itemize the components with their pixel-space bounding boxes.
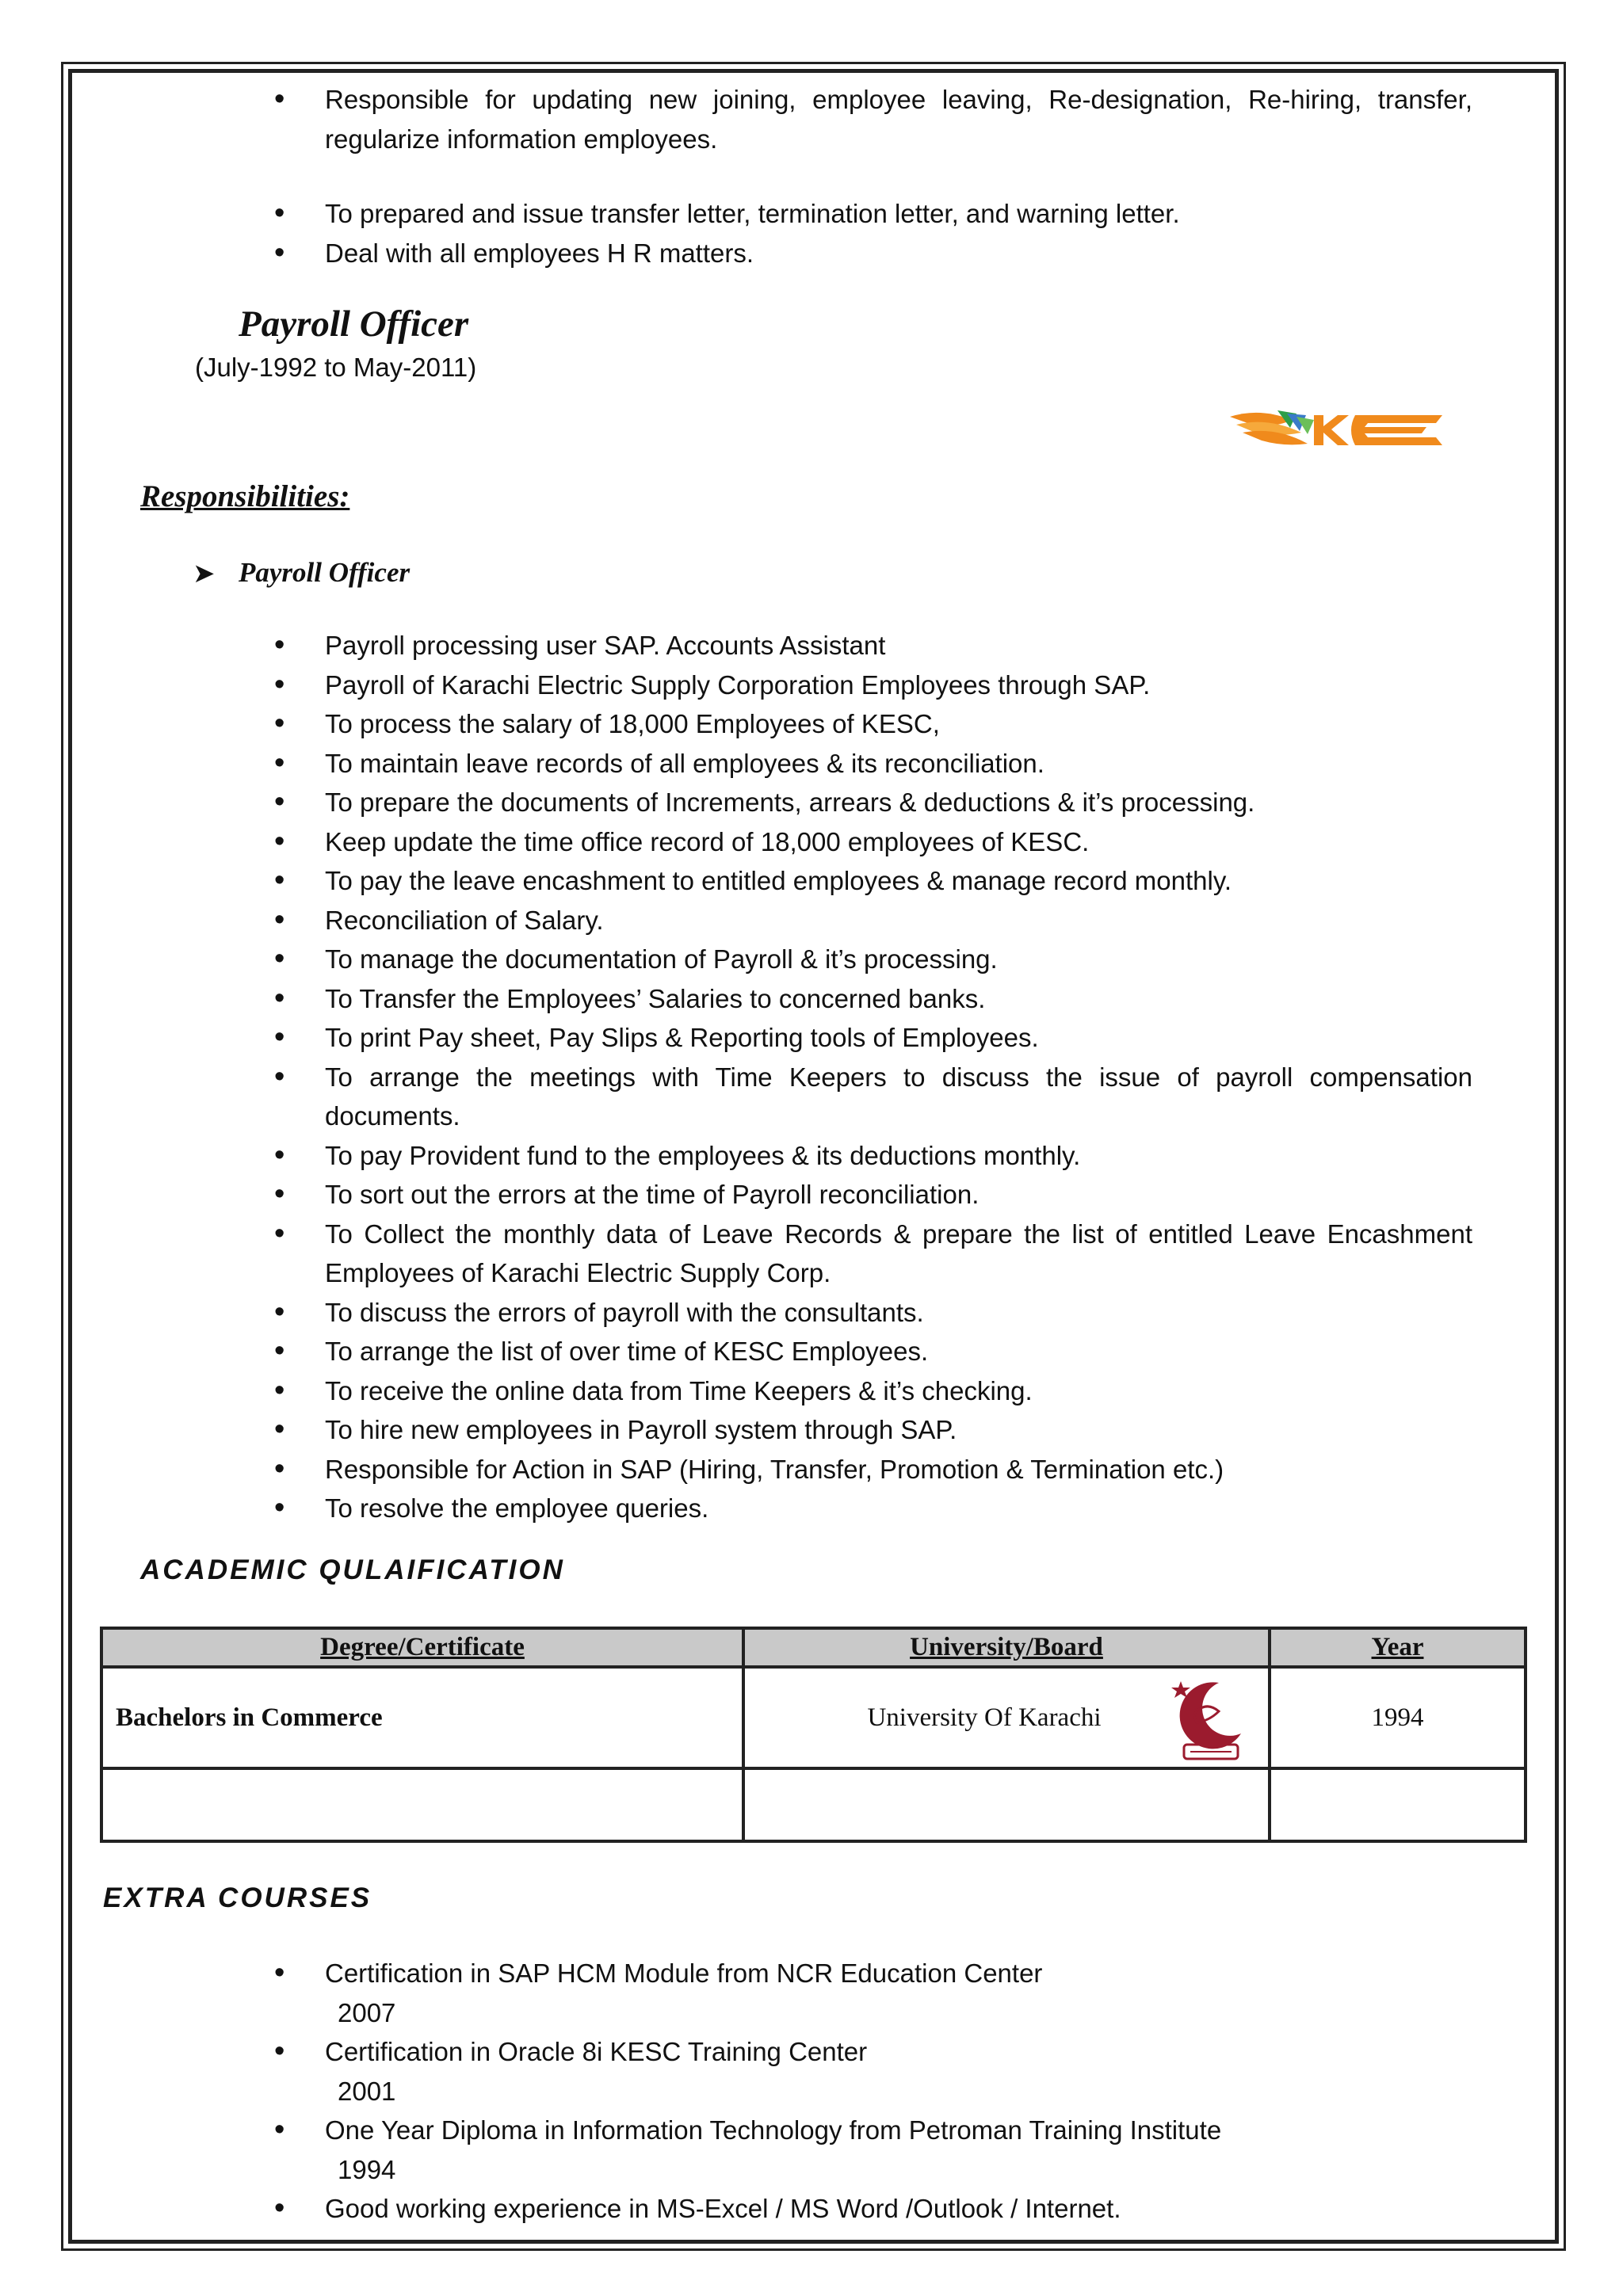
academic-table — [100, 1627, 1527, 1843]
academic-heading: ACADEMIC QULAIFICATION — [140, 1554, 565, 1585]
list-item: • To process the salary of 18,000 Employees of KESC, — [274, 704, 1472, 744]
extra-courses-list — [274, 1954, 1472, 2229]
list-item: • To arrange the meetings with Time Keepers to discuss the issue of payroll compensation documents. — [274, 1058, 1472, 1136]
ke-logo — [1228, 406, 1450, 455]
responsibilities-heading: Responsibilities: — [140, 479, 350, 513]
list-item: • To pay Provident fund to the employees & its deductions monthly. — [274, 1136, 1472, 1176]
column-header-degree: Degree/Certificate — [101, 1628, 743, 1667]
column-header-year: Year — [1270, 1628, 1526, 1667]
list-item: • To prepared and issue transfer letter, termination letter, and warning letter. — [274, 194, 1472, 234]
list-item: • To Transfer the Employees’ Salaries to concerned banks. — [274, 979, 1472, 1019]
arrow-bullet-icon: ➤ — [193, 559, 216, 589]
list-item: • Keep update the time office record of 18,000 employees of KESC. — [274, 822, 1472, 862]
list-item: • Payroll of Karachi Electric Supply Corporation Employees through SAP. — [274, 666, 1472, 705]
list-item: • To arrange the list of over time of KESC Employees. — [274, 1332, 1472, 1371]
list-item — [274, 1954, 1472, 2032]
column-header-university: University/Board — [743, 1628, 1270, 1667]
course-text: Certification in SAP HCM Module from NCR Education Center — [325, 1958, 1043, 1988]
list-item: • To receive the online data from Time Keepers & it’s checking. — [274, 1371, 1472, 1411]
list-item: • To Collect the monthly data of Leave Records & prepare the list of entitled Leave Encashment Employees of Karachi Electric Supply Corp. — [274, 1215, 1472, 1293]
list-item: • To print Pay sheet, Pay Slips & Reporting tools of Employees. — [274, 1018, 1472, 1058]
list-item: • To prepare the documents of Increments, arrears & deductions & it’s processing. — [274, 783, 1472, 822]
list-item: • Payroll processing user SAP. Accounts Assistant — [274, 626, 1472, 666]
course-year: 2001 — [338, 2076, 396, 2106]
course-text: One Year Diploma in Information Technology from Petroman Training Institute — [325, 2115, 1222, 2145]
table-row — [101, 1667, 1526, 1768]
responsibilities-list — [274, 626, 1472, 1528]
course-year: 2007 — [338, 1997, 396, 2027]
list-item: • To maintain leave records of all employees & its reconciliation. — [274, 744, 1472, 784]
list-item: • To resolve the employee queries. — [274, 1489, 1472, 1528]
list-item: • To pay the leave encashment to entitled employees & manage record monthly. — [274, 861, 1472, 901]
list-item — [274, 2111, 1472, 2189]
list-item: • Reconciliation of Salary. — [274, 901, 1472, 940]
list-item: • Responsible for Action in SAP (Hiring, Transfer, Promotion & Termination etc.) — [274, 1450, 1472, 1489]
course-text: Certification in Oracle 8i KESC Training Center — [325, 2037, 868, 2066]
list-item — [274, 2189, 1472, 2229]
list-item: • To discuss the errors of payroll with the consultants. — [274, 1293, 1472, 1333]
year-cell: 1994 — [1270, 1667, 1526, 1768]
job-period: (July-1992 to May-2011) — [195, 353, 477, 382]
list-item: • Responsible for updating new joining, employee leaving, Re-designation, Re-hiring, transfer, regularize information employees. — [274, 80, 1472, 158]
list-item: • To hire new employees in Payroll system through SAP. — [274, 1410, 1472, 1450]
degree-cell: Bachelors in Commerce — [101, 1667, 743, 1768]
list-item: • To sort out the errors at the time of Payroll reconciliation. — [274, 1175, 1472, 1215]
list-item: • To manage the documentation of Payroll & it’s processing. — [274, 940, 1472, 979]
course-year: 1994 — [338, 2154, 396, 2184]
empty-cell — [101, 1768, 743, 1841]
job-title: Payroll Officer — [239, 303, 469, 345]
responsibilities-subheading: Payroll Officer — [239, 557, 411, 588]
course-text: Good working experience in MS-Excel / MS Word /Outlook / Internet. — [325, 2194, 1121, 2223]
extra-courses-heading: EXTRA COURSES — [103, 1882, 372, 1913]
university-cell — [743, 1667, 1270, 1768]
list-item: • Deal with all employees H R matters. — [274, 234, 1472, 273]
list-item — [274, 2032, 1472, 2111]
empty-cell — [1270, 1768, 1526, 1841]
university-seal-icon — [1170, 1676, 1249, 1764]
table-row — [101, 1768, 1526, 1841]
top-bullet-list — [274, 80, 1472, 273]
empty-cell — [743, 1768, 1270, 1841]
university-name: University Of Karachi — [867, 1703, 1102, 1732]
